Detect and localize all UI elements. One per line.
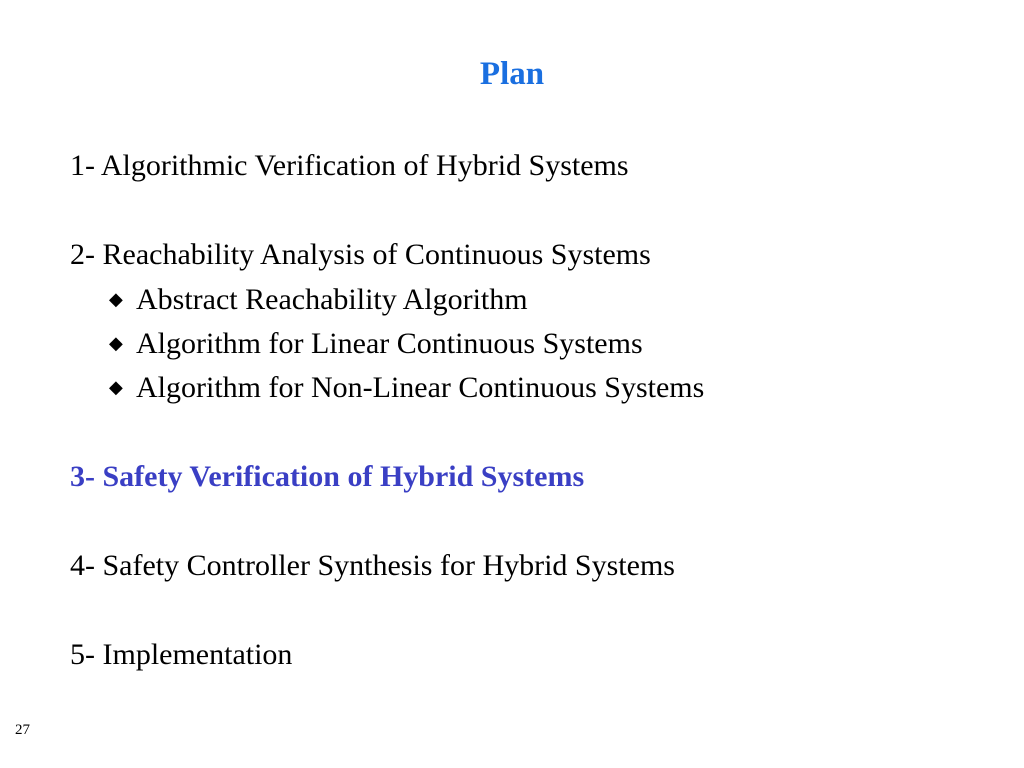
diamond-bullet-icon: ◆ — [109, 377, 123, 397]
outline-item-5: 5- Implementation — [70, 638, 293, 671]
outline-item-2: 2- Reachability Analysis of Continuous Systems — [70, 238, 651, 271]
outline-subitem-label: Abstract Reachability Algorithm — [136, 283, 528, 316]
outline-subitem-label: Algorithm for Non-Linear Continuous Systems — [136, 371, 705, 404]
outline-item-3-current: 3- Safety Verification of Hybrid Systems — [70, 460, 585, 493]
outline-item-1: 1- Algorithmic Verification of Hybrid Systems — [70, 149, 629, 182]
outline-subitem-label: Algorithm for Linear Continuous Systems — [136, 327, 643, 360]
outline-subitem — [109, 367, 704, 408]
outline-item-4: 4- Safety Controller Synthesis for Hybrid Systems — [70, 549, 675, 582]
outline-subitem — [109, 279, 528, 320]
page-number: 27 — [15, 722, 30, 738]
diamond-bullet-icon: ◆ — [109, 333, 123, 353]
diamond-bullet-icon: ◆ — [109, 289, 123, 309]
outline-subitem — [109, 323, 643, 364]
slide-title: Plan — [479, 56, 545, 92]
